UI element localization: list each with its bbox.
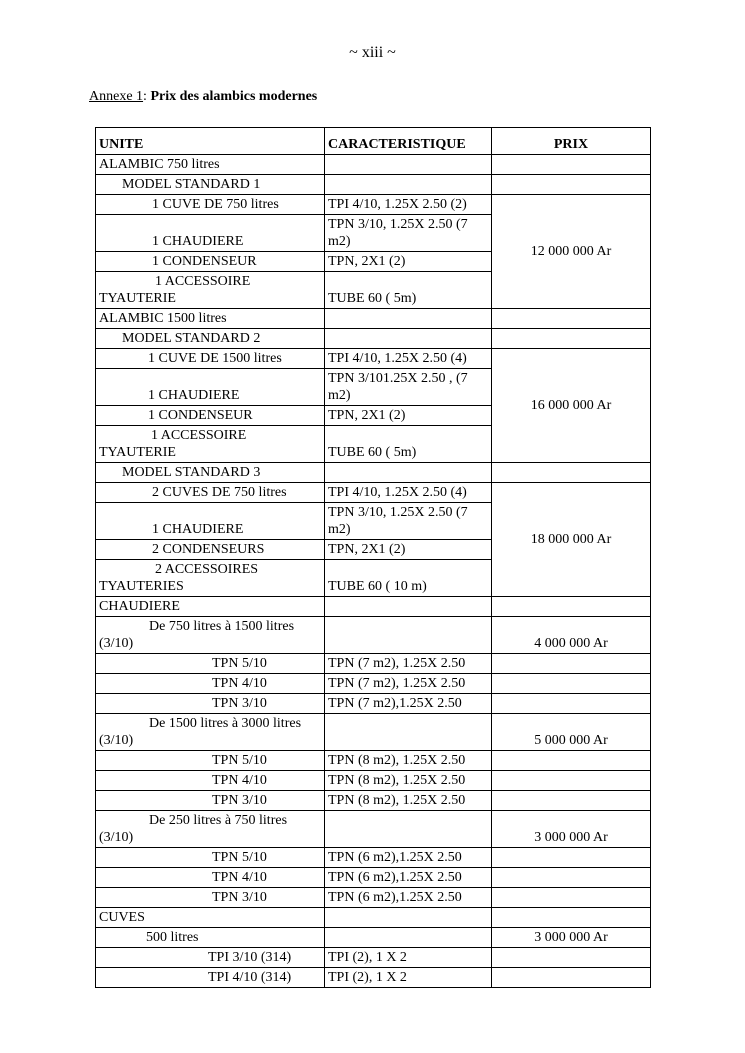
cell-unite: 1 CHAUDIERE [96,215,325,252]
cell-unite: CHAUDIERE [96,597,325,617]
cell-unite: TPN 5/10 [96,654,325,674]
cell-unite-line2: (3/10) [99,733,134,748]
cell-prix [492,674,651,694]
cell-prix [492,968,651,988]
cell-prix [492,868,651,888]
cell-unite-line2: TYAUTERIES [99,579,184,594]
table-row [96,654,651,674]
cell-prix [492,155,651,175]
cell-carac: TPN (6 m2),1.25X 2.50 [325,848,492,868]
cell-prix: 5 000 000 Ar [492,714,651,751]
table-row [96,674,651,694]
cell-unite: TPN 4/10 [96,771,325,791]
cell-unite: 2 CONDENSEURS [96,540,325,560]
cell-unite: 1 CONDENSEUR [96,406,325,426]
table-row [96,848,651,868]
cell-carac [325,714,492,751]
cell-unite [96,811,325,848]
table-row [96,463,651,483]
cell-carac: TPI 4/10, 1.25X 2.50 (4) [325,349,492,369]
cell-unite: 1 CHAUDIERE [96,369,325,406]
cell-unite: TPN 3/10 [96,791,325,811]
cell-carac [325,908,492,928]
cell-carac: TPI (2), 1 X 2 [325,948,492,968]
cell-unite: TPI 3/10 (314) [96,948,325,968]
cell-unite [96,426,325,463]
cell-unite-line1: De 750 litres à 1500 litres [149,619,295,634]
cell-unite: ALAMBIC 1500 litres [96,309,325,329]
cell-prix [492,948,651,968]
table-row [96,751,651,771]
cell-carac [325,928,492,948]
cell-carac: TPN 3/10, 1.25X 2.50 (7 m2) [325,503,492,540]
cell-carac: TUBE 60 ( 10 m) [325,560,492,597]
cell-unite: 1 CUVE DE 1500 litres [96,349,325,369]
cell-unite: TPN 4/10 [96,868,325,888]
table-row [96,928,651,948]
table-row [96,948,651,968]
cell-unite-line1: De 250 litres à 750 litres [149,813,288,828]
cell-carac: TPN (7 m2), 1.25X 2.50 [325,654,492,674]
page-number: ~ xiii ~ [349,44,396,61]
cell-carac: TPN (8 m2), 1.25X 2.50 [325,751,492,771]
header-caracteristique: CARACTERISTIQUE [325,128,492,155]
cell-carac: TPN (6 m2),1.25X 2.50 [325,868,492,888]
cell-unite: ALAMBIC 750 litres [96,155,325,175]
cell-prix: 4 000 000 Ar [492,617,651,654]
cell-unite: TPN 3/10 [96,694,325,714]
cell-prix [492,694,651,714]
cell-prix [492,771,651,791]
cell-prix [492,888,651,908]
cell-carac: TPN, 2X1 (2) [325,252,492,272]
table-row [96,868,651,888]
table-row [96,714,651,751]
cell-prix [492,175,651,195]
cell-unite: TPI 4/10 (314) [96,968,325,988]
cell-carac: TPI (2), 1 X 2 [325,968,492,988]
table-row [96,195,651,215]
cell-unite-line1: 2 ACCESSOIRES [155,562,259,577]
table-row [96,175,651,195]
table-row [96,617,651,654]
annex-heading [89,89,317,105]
cell-unite-line2: (3/10) [99,830,134,845]
table-row [96,349,651,369]
table-row [96,888,651,908]
cell-unite: MODEL STANDARD 1 [96,175,325,195]
cell-carac: TPN (8 m2), 1.25X 2.50 [325,771,492,791]
cell-unite: 2 CUVES DE 750 litres [96,483,325,503]
cell-prix [492,309,651,329]
cell-carac [325,617,492,654]
header-unite: UNITE [96,128,325,155]
cell-unite [96,714,325,751]
cell-carac: TPN (7 m2),1.25X 2.50 [325,694,492,714]
cell-unite-line1: 1 ACCESSOIRE [151,428,247,443]
table-row [96,791,651,811]
cell-unite: MODEL STANDARD 3 [96,463,325,483]
cell-prix: 3 000 000 Ar [492,928,651,948]
table-row [96,968,651,988]
cell-unite: TPN 4/10 [96,674,325,694]
cell-unite-line2: TYAUTERIE [99,291,176,306]
cell-carac: TPN (8 m2), 1.25X 2.50 [325,791,492,811]
cell-prix: 3 000 000 Ar [492,811,651,848]
cell-carac: TUBE 60 ( 5m) [325,272,492,309]
table-row [96,771,651,791]
table-row [96,694,651,714]
table-row [96,811,651,848]
cell-unite-line1: De 1500 litres à 3000 litres [149,716,302,731]
cell-unite: 1 CHAUDIERE [96,503,325,540]
cell-carac: TPN 3/10, 1.25X 2.50 (7 m2) [325,215,492,252]
cell-prix-merged: 16 000 000 Ar [492,349,651,463]
cell-carac [325,597,492,617]
cell-unite: TPN 5/10 [96,751,325,771]
cell-carac: TPI 4/10, 1.25X 2.50 (2) [325,195,492,215]
table-row [96,483,651,503]
cell-unite-line1: 1 ACCESSOIRE [155,274,251,289]
cell-unite [96,617,325,654]
cell-unite: 1 CONDENSEUR [96,252,325,272]
cell-unite: 500 litres [96,928,325,948]
annex-separator: : [143,89,151,104]
cell-carac [325,309,492,329]
cell-carac [325,175,492,195]
cell-prix-merged: 12 000 000 Ar [492,195,651,309]
cell-unite-line2: (3/10) [99,636,134,651]
table-row [96,329,651,349]
annex-label: Annexe 1 [89,89,144,104]
table-row [96,309,651,329]
cell-carac: TPN (7 m2), 1.25X 2.50 [325,674,492,694]
cell-carac [325,811,492,848]
cell-prix [492,791,651,811]
cell-carac [325,329,492,349]
cell-prix [492,654,651,674]
cell-unite [96,560,325,597]
cell-unite [96,272,325,309]
cell-carac: TPI 4/10, 1.25X 2.50 (4) [325,483,492,503]
header-prix: PRIX [492,128,651,155]
cell-prix [492,329,651,349]
price-table [95,127,651,988]
cell-unite-line2: TYAUTERIE [99,445,176,460]
cell-carac [325,463,492,483]
table-row [96,908,651,928]
table-header-row [96,128,651,155]
cell-carac: TUBE 60 ( 5m) [325,426,492,463]
annex-title: Prix des alambics modernes [150,89,318,104]
cell-prix [492,751,651,771]
cell-unite: MODEL STANDARD 2 [96,329,325,349]
cell-prix [492,597,651,617]
cell-prix-merged: 18 000 000 Ar [492,483,651,597]
table-row [96,597,651,617]
cell-carac: TPN, 2X1 (2) [325,406,492,426]
cell-prix [492,908,651,928]
cell-prix [492,463,651,483]
cell-carac: TPN 3/101.25X 2.50 , (7 m2) [325,369,492,406]
cell-carac [325,155,492,175]
cell-carac: TPN, 2X1 (2) [325,540,492,560]
cell-carac: TPN (6 m2),1.25X 2.50 [325,888,492,908]
cell-unite: TPN 3/10 [96,888,325,908]
cell-unite: CUVES [96,908,325,928]
cell-unite: TPN 5/10 [96,848,325,868]
table-row [96,155,651,175]
cell-prix [492,848,651,868]
cell-unite: 1 CUVE DE 750 litres [96,195,325,215]
